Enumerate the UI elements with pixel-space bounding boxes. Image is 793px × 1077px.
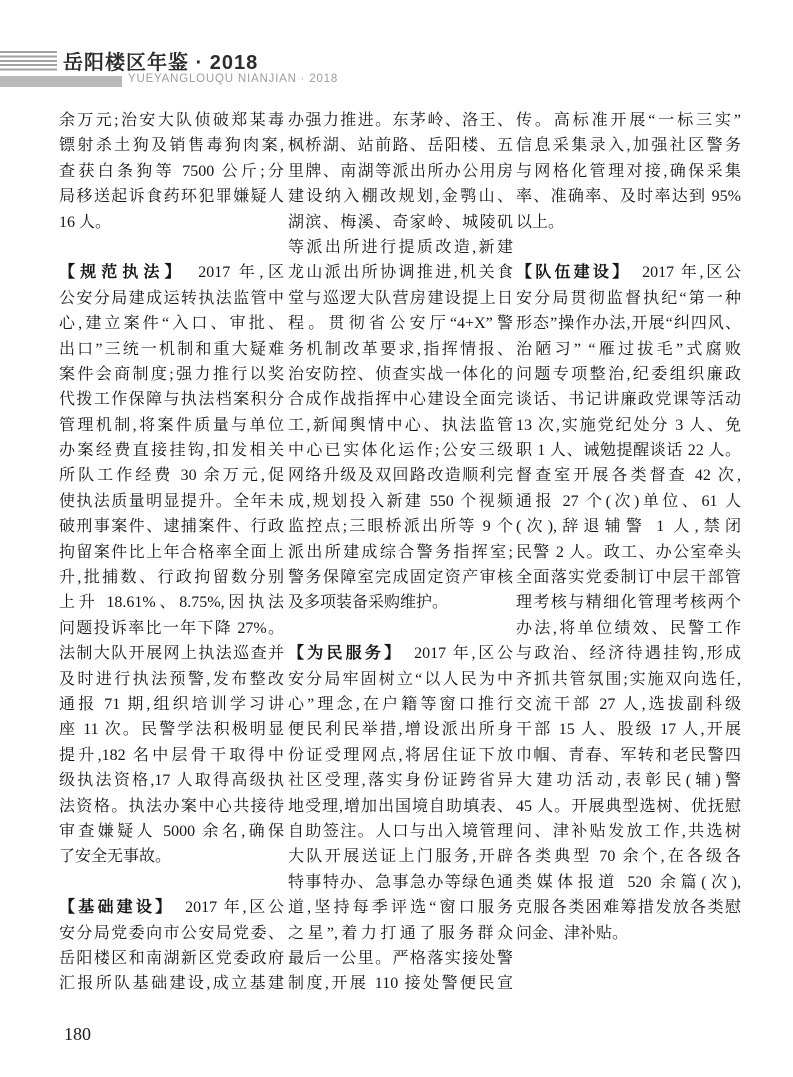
paragraph [59,895,284,997]
text-line: 派出所建成综合警务指挥室; [288,543,513,561]
text-line: 代拨工作保障与执法档案积分 [59,391,284,409]
text-column-left [59,108,284,997]
text-line: 及多项装备采购维护。 [288,594,449,612]
text-line: 中心已实体化运作;公安三级 [288,442,513,460]
text-line: 升,批捕数、行政拘留数分别 [59,569,284,587]
section-heading: 【队伍建设】 [516,264,624,282]
text-line: 务机制改革要求,指挥情报、 [288,340,513,358]
text-line: 堂与巡逻大队营房建设提上日 [288,289,513,307]
paragraph [516,108,741,235]
text-line: 督查室开展各类督查 42 次, [516,467,741,485]
text-line: 出口”三统一机制和重大疑难 [59,340,284,358]
text-line: 以上。 [516,213,565,231]
text-line: 问金、津补贴。 [516,924,629,942]
text-line: 查获白条狗等 7500 公斤;分 [59,162,284,180]
text-line: 13 次,实施党纪处分 3 人、免 [516,416,741,434]
text-line: 治陋习” “雁过拔毛”式腐败 [516,340,741,358]
text-line: 级执法资格,17 人取得高级执 [59,772,284,790]
text-line: 之星”,着力打通了服务群众 [288,924,513,942]
text-line: 问题专项整治,纪委组织廉政 [516,365,741,383]
text-line: 职 1 人、诫勉提醒谈话 22 人。 [516,442,741,460]
text-line: 办案经费直接挂钩,扣发相关 [59,442,284,460]
text-line: 湖滨、梅溪、奇家岭、城陵矶 [288,213,513,231]
text-line: 全面落实党委制订中层干部管 [516,569,741,587]
text-line: 【队伍建设】 2017 年,区公 [516,264,741,282]
text-column-right [516,108,741,946]
text-line: 监控点;三眼桥派出所等 9 个 [288,518,513,536]
paragraph [288,641,513,996]
text-line: 通报 27 个(次)单位、61 人 [516,492,741,510]
text-line: 与网格化管理对接,确保采集 [516,162,741,180]
text-line: 便民利民举措,增设派出所身 [288,721,513,739]
text-column-middle [288,108,513,997]
text-line: 克服各类困难筹措发放各类慰 [516,899,741,917]
text-line: 警务保障室完成固定资产审核 [288,569,513,587]
text-line: 类媒体报道 520 余篇(次), [516,873,741,891]
text-line: 安分局牢固树立“以人民为中 [288,670,513,688]
section-heading: 【基础建设】 [59,899,167,917]
text-line: 案件会商制度;强力推行以奖 [59,365,284,383]
text-line: 信息采集录入,加强社区警务 [516,137,741,155]
text-line: 制度,开展 110 接处警便民宣 [288,975,513,993]
text-line: 巾帼、青春、军转和老民警四 [516,746,741,764]
page-number: 180 [64,1024,91,1044]
text-line: 使执法质量明显提升。全年未 [59,492,284,510]
text-line: 大队开展送证上门服务,开辟 [288,848,513,866]
text-line: 社区受理,落实身份证跨省异 [288,772,513,790]
text-line: 里牌、南湖等派出所办公用房 [288,162,513,180]
text-line: 率、准确率、及时率达到 95% [516,188,741,206]
text-line: 大建功活动,表彰民(辅)警 [516,772,741,790]
yearbook-title: 岳阳楼区年鉴 · 2018 [63,52,259,74]
text-line: 通报 71 期,组织培训学习讲 [59,695,284,713]
text-line: 安分局党委向市公安局党委、 [59,924,284,942]
text-line: 形态”操作办法,开展“纠四风、 [516,315,741,333]
text-line: 审查嫌疑人 5000 余名,确保 [59,822,284,840]
text-line: 程。贯彻省公安厅“4+X”警 [288,315,513,333]
paragraph [59,260,284,869]
text-line: 座 11 次。民警学法积极明显 [59,721,284,739]
text-line: 等派出所进行提质改造,新建 [288,238,513,256]
text-line: 了安全无事故。 [59,848,172,866]
text-line: 破刑事案件、逮捕案件、行政 [59,518,284,536]
text-line: 所队工作经费 30 余万元,促 [59,467,284,485]
text-line: 最后一公里。严格落实接处警 [288,949,513,967]
text-line: 问、津补贴发放工作,共选树 [516,822,741,840]
text-line: 自助签注。人口与出入境管理 [288,822,513,840]
text-line: 干部 15 人、股级 17 人,开展 [516,721,741,739]
text-line: 【规范执法】 2017 年,区 [59,264,284,282]
text-line: 心”理念,在户籍等窗口推行 [288,695,513,713]
text-line: 【为民服务】 2017 年,区公 [288,645,513,663]
text-line: 交流干部 27 人,选拔副科级 [516,695,741,713]
text-line: 拘留案件比上年合格率全面上 [59,543,284,561]
section-heading: 【规范执法】 [59,264,178,282]
text-line: 管理机制,将案件质量与单位 [59,416,284,434]
text-line: 建设纳入棚改规划,金鹗山、 [288,188,513,206]
section-heading: 【为民服务】 [288,645,396,663]
text-line: 问题投诉率比一年下降 27%。 [59,619,284,637]
paragraph [516,260,741,946]
text-line: 法制大队开展网上执法巡查并 [59,645,284,663]
text-line: 汇报所队基础建设,成立基建 [59,975,284,993]
text-line: 45 人。开展典型选树、优抚慰 [516,797,741,815]
text-line: 安分局贯彻监督执纪“第一种 [516,289,741,307]
text-line: 局移送起诉食药环犯罪嫌疑人 [59,188,284,206]
text-line: 上升 18.61%、8.75%,因执法 [59,594,284,612]
text-line: 与政治、经济待遇挂钩,形成 [516,645,741,663]
yearbook-subtitle: YUEYANGLOUQU NIANJIAN · 2018 [128,73,339,85]
text-line: 办法,将单位绩效、民警工作 [516,619,741,637]
text-line: 各类典型 70 余个,在各级各 [516,848,741,866]
text-line: 心,建立案件“入口、审批、 [59,315,284,333]
text-line: 网络升级及双回路改造顺利完 [288,467,513,485]
text-line: 治安防控、侦查实战一体化的 [288,365,513,383]
text-line: 民警 2 人。政工、办公室牵头 [516,543,741,561]
text-line: 16 人。 [59,213,112,231]
text-line: 齐抓共管氛围;实施双向选任, [516,670,741,688]
text-line: 法资格。执法办案中心共接待 [59,797,284,815]
text-line: 及时进行执法预警,发布整改 [59,670,284,688]
text-line: 道,坚持每季评选“窗口服务 [288,899,513,917]
text-line: 合成作战指挥中心建设全面完 [288,391,513,409]
text-line: 工,新闻舆情中心、执法监管 [288,416,513,434]
text-line: 岳阳楼区和南湖新区党委政府 [59,949,284,967]
paragraph [59,108,284,235]
text-line: 提升,182 名中层骨干取得中 [59,746,284,764]
text-line: 余万元;治安大队侦破郑某毒 [59,112,284,129]
text-line: 龙山派出所协调推进,机关食 [288,264,513,282]
text-line: 【基础建设】 2017 年,区公 [59,899,284,917]
text-line: 谈话、书记讲廉政党课等活动 [516,391,741,409]
paragraph [288,108,513,616]
header-stripes-decoration [0,51,57,73]
header-bar-decoration [0,76,122,87]
text-line: 镖射杀土狗及销售毒狗肉案, [59,137,284,155]
text-line: 理考核与精细化管理考核两个 [516,594,741,612]
text-line: 地受理,增加出国境自助填表、 [288,797,513,815]
text-line: 办强力推进。东茅岭、洛王、 [288,112,513,129]
text-line: 公安分局建成运转执法监管中 [59,289,284,307]
text-line: 枫桥湖、站前路、岳阳楼、五 [288,137,513,155]
text-line: 传。高标准开展“一标三实” [516,112,741,129]
text-line: (次),辞退辅警 1 人,禁闭 [516,518,741,536]
text-line: 成,规划投入新建 550 个视频 [288,492,513,510]
text-line: 份证受理网点,将居住证下放 [288,746,513,764]
text-line: 特事特办、急事急办等绿色通 [288,873,513,891]
